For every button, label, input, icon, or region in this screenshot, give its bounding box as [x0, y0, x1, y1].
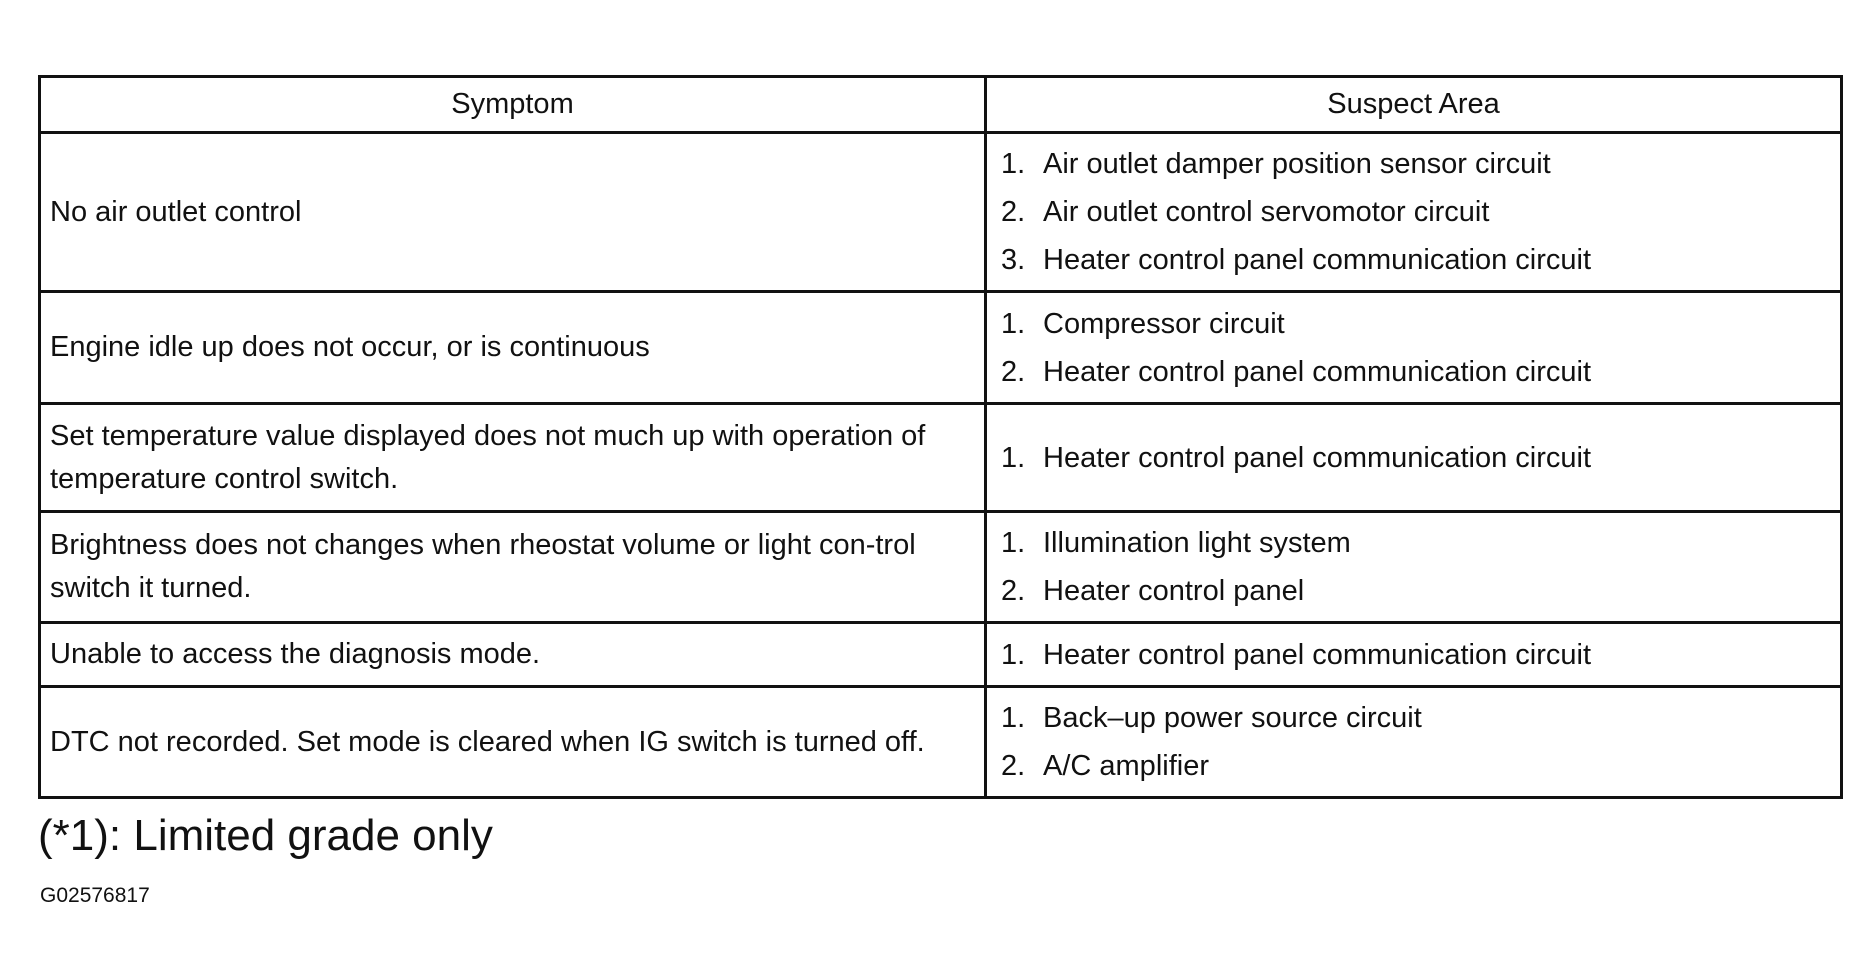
suspect-number: 1. — [1001, 638, 1026, 671]
suspect-area-cell — [986, 623, 1842, 687]
table-row — [40, 687, 1842, 798]
symptom-text: DTC not recorded. Set mode is cleared when IG switch is turned off. — [50, 725, 925, 758]
symptom-text: Unable to access the diagnosis mode. — [50, 638, 541, 670]
suspect-area-cell — [986, 292, 1842, 404]
suspect-number: 3. — [1001, 244, 1026, 276]
suspect-item — [1001, 694, 1832, 742]
suspect-number: 1. — [1001, 527, 1026, 559]
suspect-area-cell — [986, 512, 1842, 623]
suspect-text: Air outlet damper position sensor circuit — [1043, 148, 1551, 180]
table-header-row — [40, 77, 1842, 133]
symptom-cell — [40, 292, 986, 404]
symptom-cell — [40, 404, 986, 512]
suspect-item — [1001, 631, 1832, 679]
footnote: (*1): Limited grade only — [38, 811, 493, 860]
table-row — [40, 623, 1842, 687]
suspect-text: Illumination light system — [1043, 527, 1351, 559]
suspect-text: Heater control panel communication circuit — [1043, 355, 1592, 388]
suspect-item — [1001, 140, 1832, 188]
suspect-text: Back–up power source circuit — [1043, 702, 1422, 734]
suspect-number: 1. — [1001, 148, 1026, 180]
symptom-text: No air outlet control — [50, 195, 302, 228]
table-row — [40, 292, 1842, 404]
symptom-text: Set temperature value displayed does not much up with operation of temperature control switch. — [50, 419, 926, 495]
diagnosis-table — [38, 75, 1843, 799]
suspect-item — [1001, 519, 1832, 567]
table-row — [40, 512, 1842, 623]
suspect-text: Heater control panel communication circuit — [1043, 638, 1592, 671]
symptom-text: Engine idle up does not occur, or is continuous — [50, 331, 650, 363]
suspect-area-cell — [986, 404, 1842, 512]
suspect-number: 2. — [1001, 355, 1026, 388]
suspect-text: Compressor circuit — [1043, 307, 1285, 340]
suspect-number: 2. — [1001, 575, 1026, 607]
suspect-text: Heater control panel communication circuit — [1043, 244, 1592, 276]
symptom-cell — [40, 133, 986, 292]
symptom-cell — [40, 687, 986, 798]
suspect-number: 2. — [1001, 750, 1026, 782]
suspect-item — [1001, 742, 1832, 790]
symptom-text: Brightness does not changes when rheostat volume or light con-trol switch it turned. — [50, 529, 916, 604]
suspect-number: 1. — [1001, 702, 1026, 734]
suspect-number: 1. — [1001, 441, 1026, 474]
symptom-cell — [40, 512, 986, 623]
suspect-text: Heater control panel communication circuit — [1043, 441, 1592, 474]
suspect-item — [1001, 348, 1832, 396]
suspect-item — [1001, 567, 1832, 615]
suspect-item — [1001, 434, 1832, 482]
suspect-number: 1. — [1001, 307, 1026, 340]
suspect-text: Air outlet control servomotor circuit — [1043, 196, 1490, 228]
table-row — [40, 133, 1842, 292]
suspect-item — [1001, 188, 1832, 236]
suspect-item — [1001, 300, 1832, 348]
suspect-text: Heater control panel — [1043, 575, 1305, 607]
suspect-text: A/C amplifier — [1043, 750, 1209, 782]
suspect-item — [1001, 236, 1832, 284]
figure-id: G02576817 — [40, 884, 150, 907]
suspect-number: 2. — [1001, 196, 1026, 228]
suspect-area-cell — [986, 687, 1842, 798]
suspect-area-cell — [986, 133, 1842, 292]
header-symptom: Symptom — [40, 77, 986, 133]
table-row — [40, 404, 1842, 512]
header-suspect-area: Suspect Area — [986, 77, 1842, 133]
symptom-cell — [40, 623, 986, 687]
